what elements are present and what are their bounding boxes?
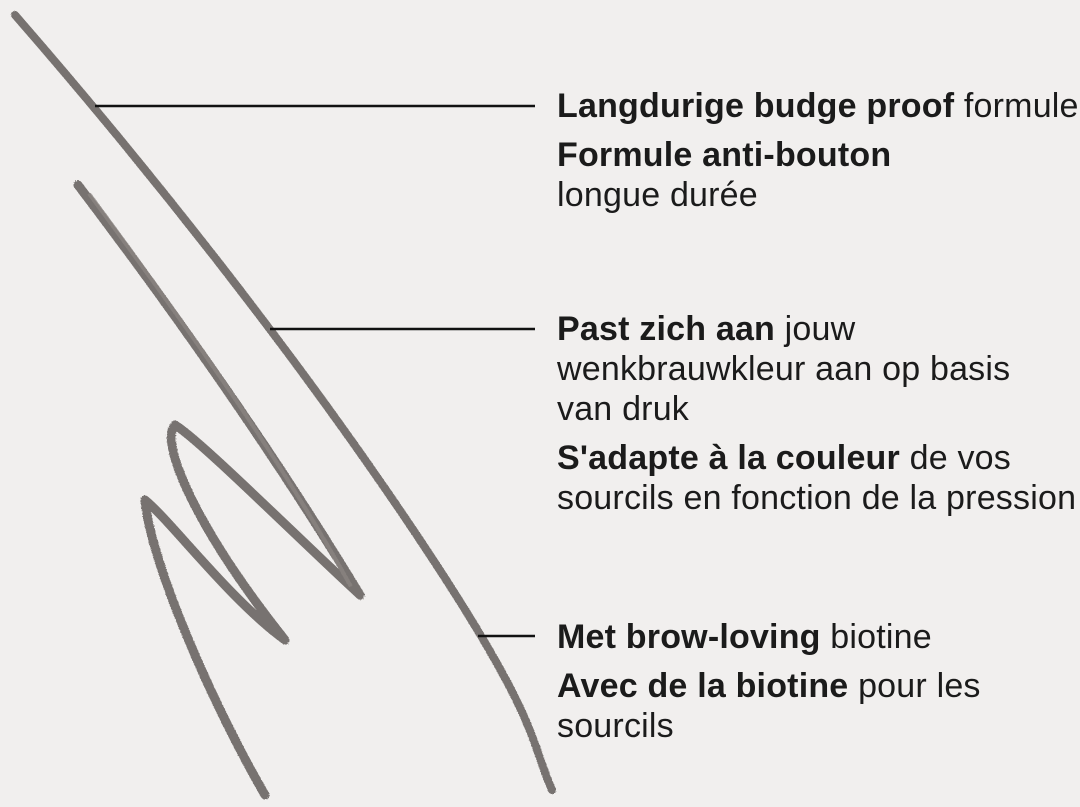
- callout-3-french: Avec de la biotine pour les sourcils: [557, 667, 981, 745]
- callout-budge-proof: [557, 86, 1079, 224]
- callout-3-dutch: Met brow-loving biotine: [557, 618, 932, 656]
- callout-2-french: S'adapte à la couleur de vos sourcils en fonction de la pression: [557, 439, 1077, 517]
- callout-adapts-color: [557, 309, 1077, 527]
- callout-biotin: [557, 617, 1047, 755]
- callout-2-dutch: Past zich aan jouw wenkbrauwkleur aan op basis van druk: [557, 310, 1011, 428]
- callout-1-dutch: Langdurige budge proof formule: [557, 87, 1079, 125]
- callout-1-french: Formule anti-bouton longue durée: [557, 136, 892, 214]
- long-pencil-stroke: [15, 15, 552, 790]
- zigzag-pencil-stroke: [78, 185, 360, 795]
